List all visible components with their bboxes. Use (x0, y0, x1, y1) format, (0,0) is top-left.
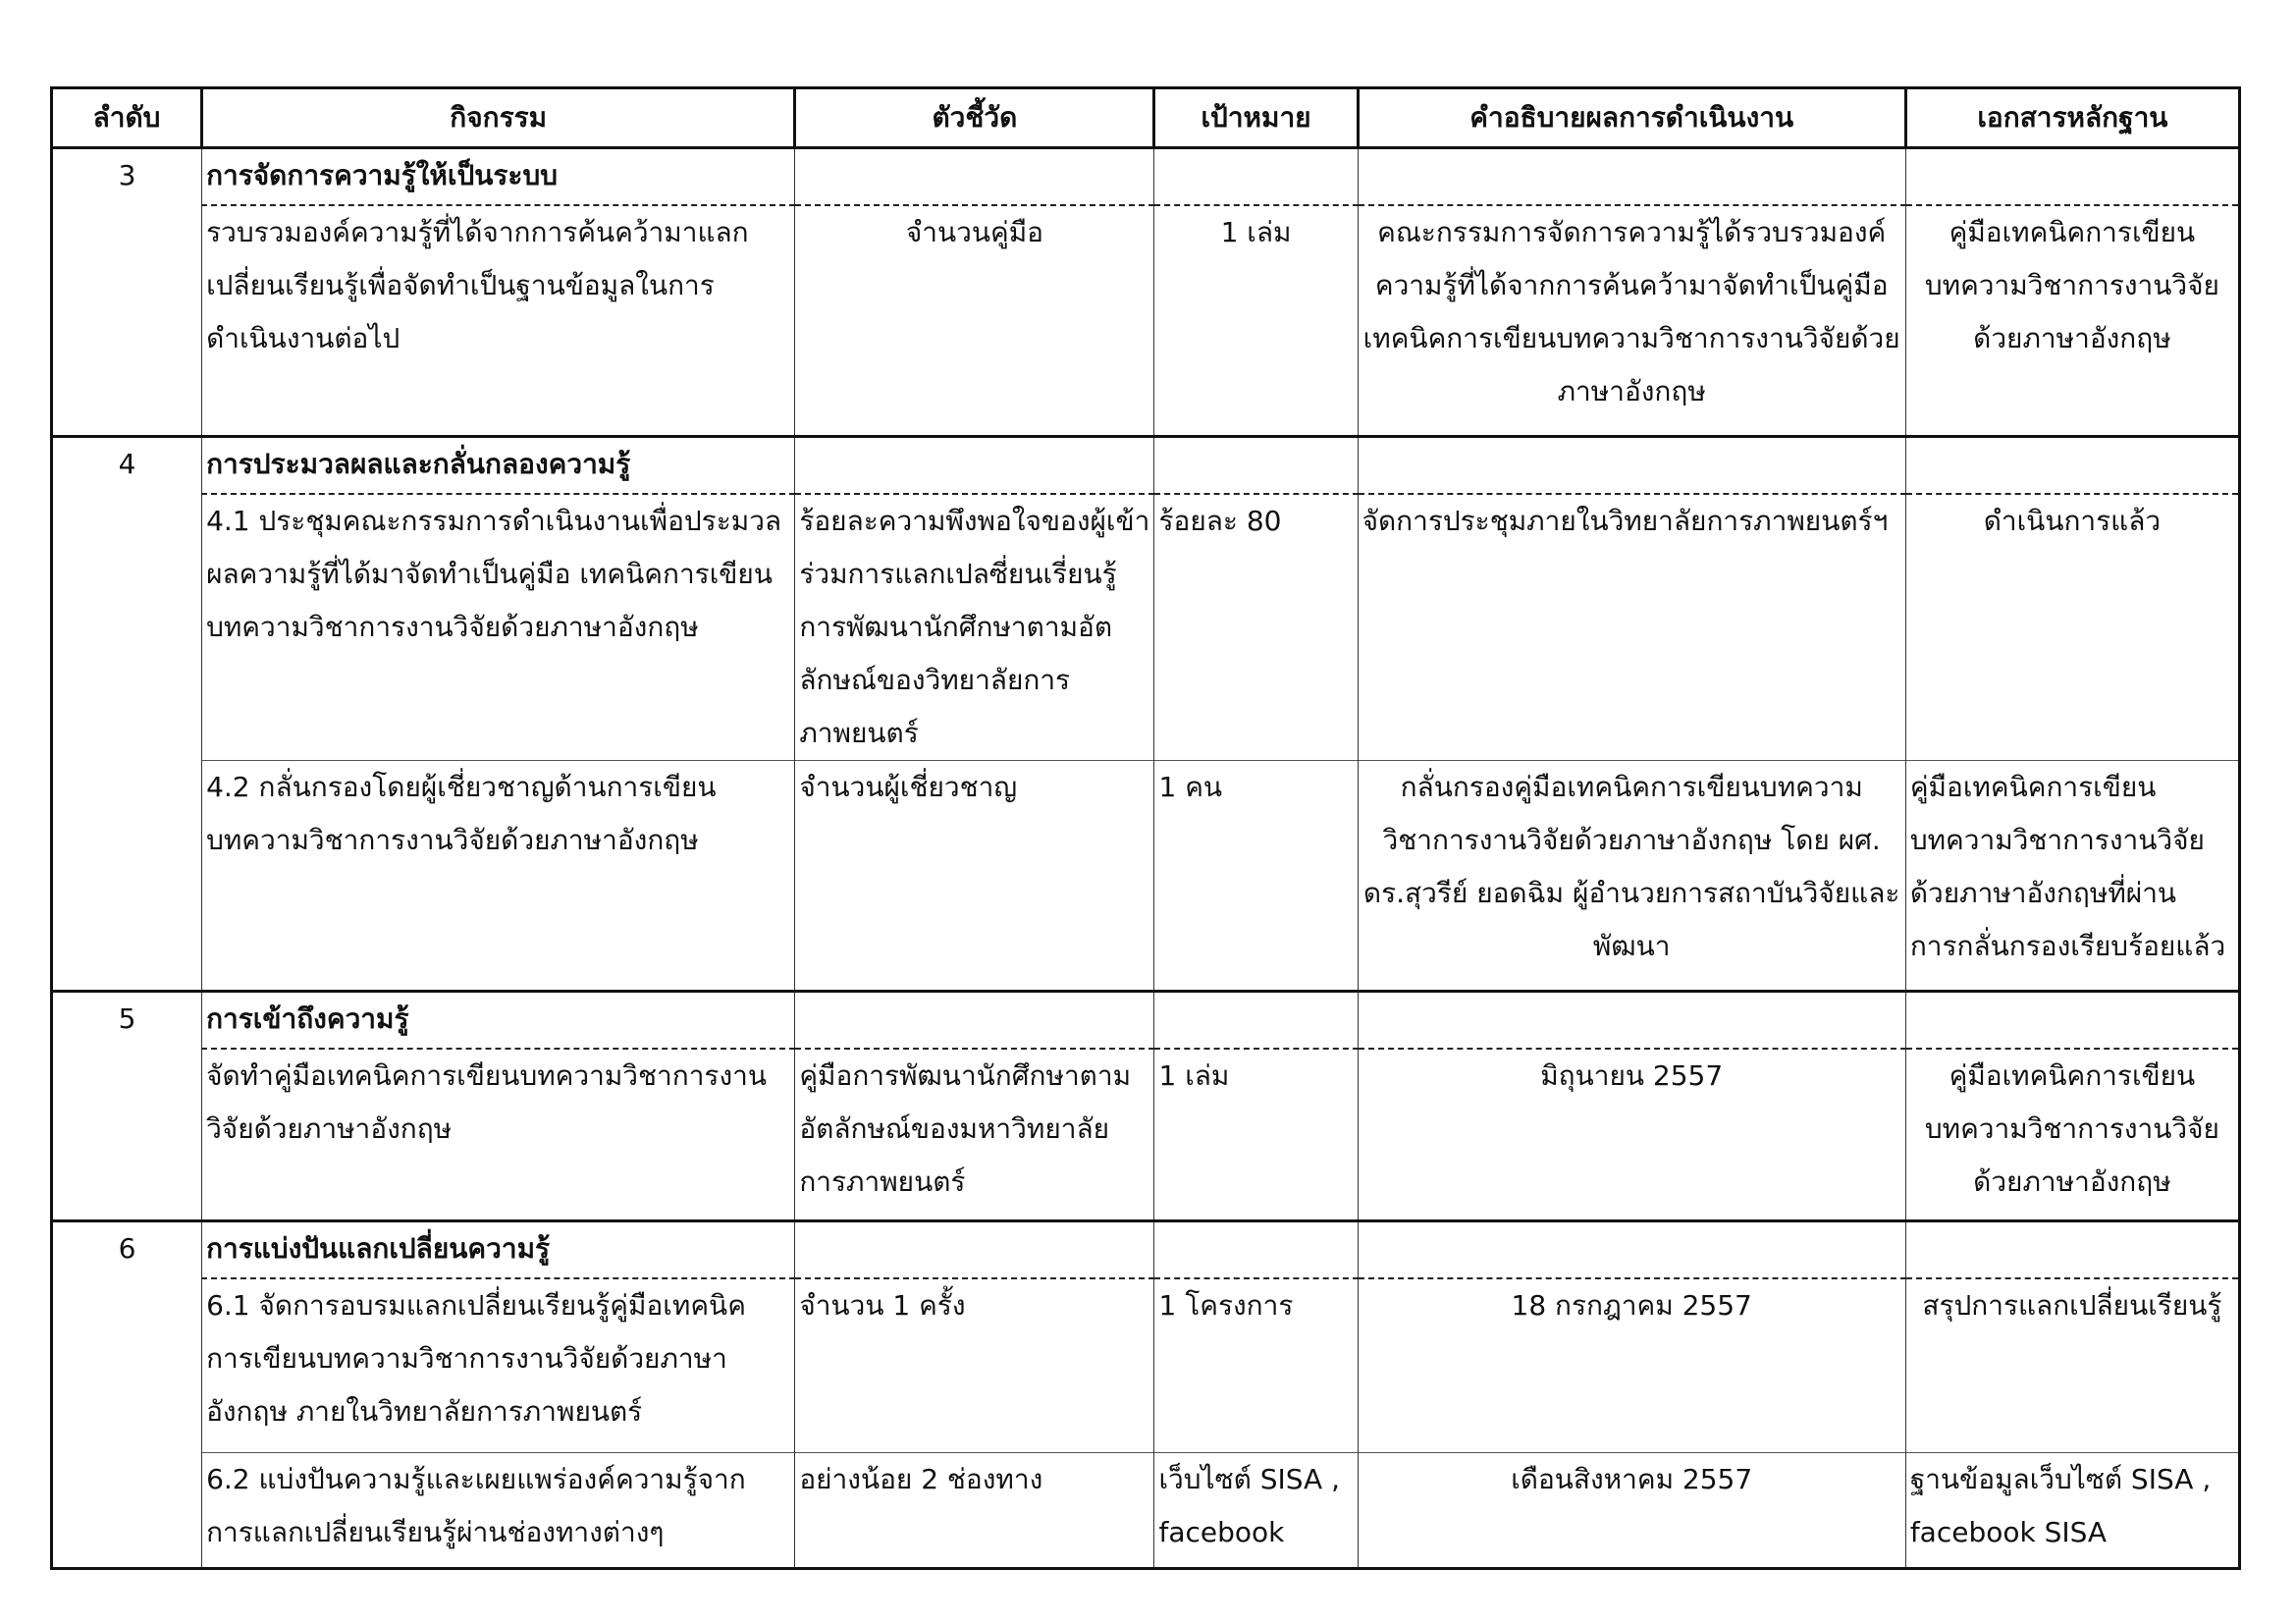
indicator-cell: อย่างน้อย 2 ช่องทาง (795, 1453, 1154, 1569)
section-title: การเข้าถึงความรู้ (202, 992, 795, 1050)
activity-cell: จัดทำคู่มือเทคนิคการเขียนบทความวิชาการงานวิจัยด้วยภาษาอังกฤษ (202, 1049, 795, 1220)
evidence-cell: คู่มือเทคนิคการเขียนบทความวิชาการงานวิจัยด้วยภาษาอังกฤษ (1905, 205, 2239, 436)
table-row (52, 1049, 2240, 1220)
activity-cell: รวบรวมองค์ความรู้ที่ได้จากการค้นคว้ามาแลกเปลี่ยนเรียนรู้เพื่อจัดทำเป็นฐานข้อมูลในการดำเนินงานต่อไป (202, 205, 795, 436)
target-cell: 1 เล่ม (1154, 1049, 1358, 1220)
description-cell: เดือนสิงหาคม 2557 (1358, 1453, 1905, 1569)
activity-cell: 6.2 แบ่งปันความรู้และเผยแพร่องค์ความรู้จากการแลกเปลี่ยนเรียนรู้ผ่านช่องทางต่างๆ (202, 1453, 795, 1569)
table-row (52, 205, 2240, 436)
indicator-cell: จำนวน 1 ครั้ง (795, 1278, 1154, 1453)
section-row (52, 148, 2240, 206)
indicator-cell: คู่มือการพัฒนานักศึกษาตามอัตลักษณ์ของมหาวิทยาลัยการภาพยนตร์ (795, 1049, 1154, 1220)
section-row (52, 436, 2240, 494)
description-cell: กลั่นกรองคู่มือเทคนิคการเขียนบทความวิชาการงานวิจัยด้วยภาษาอังกฤษ โดย ผศ. ดร.สุวรีย์ ยอดฉิม ผู้อำนวยการสถาบันวิจัยและพัฒนา (1358, 761, 1905, 992)
header-description: คำอธิบายผลการดำเนินงาน (1358, 88, 1905, 148)
section-number: 4 (52, 436, 202, 494)
section-number: 3 (52, 148, 202, 206)
activity-cell: 4.2 กลั่นกรองโดยผู้เชี่ยวชาญด้านการเขียนบทความวิชาการงานวิจัยด้วยภาษาอังกฤษ (202, 761, 795, 992)
section-title: การจัดการความรู้ให้เป็นระบบ (202, 148, 795, 206)
target-cell: 1 เล่ม (1154, 205, 1358, 436)
km-activity-table (50, 86, 2241, 1570)
header-activity: กิจกรรม (202, 88, 795, 148)
indicator-cell: จำนวนคู่มือ (795, 205, 1154, 436)
evidence-cell: ฐานข้อมูลเว็บไซต์ SISA , facebook SISA (1905, 1453, 2239, 1569)
evidence-cell: คู่มือเทคนิคการเขียนบทความวิชาการงานวิจัยด้วยภาษาอังกฤษที่ผ่านการกลั่นกรองเรียบร้อยแล้ว (1905, 761, 2239, 992)
header-evidence: เอกสารหลักฐาน (1905, 88, 2239, 148)
description-cell: คณะกรรมการจัดการความรู้ได้รวบรวมองค์ความรู้ที่ได้จากการค้นคว้ามาจัดทำเป็นคู่มือเทคนิคการเขียนบทความวิชาการงานวิจัยด้วยภาษาอังกฤษ (1358, 205, 1905, 436)
target-cell: 1 คน (1154, 761, 1358, 992)
header-target: เป้าหมาย (1154, 88, 1358, 148)
section-title: การแบ่งปันแลกเปลี่ยนความรู้ (202, 1220, 795, 1278)
target-cell: ร้อยละ 80 (1154, 494, 1358, 761)
section-title: การประมวลผลและกลั่นกลองความรู้ (202, 436, 795, 494)
header-row (52, 88, 2240, 148)
table-row (52, 1453, 2240, 1569)
section-number: 6 (52, 1220, 202, 1278)
description-cell: จัดการประชุมภายในวิทยาลัยการภาพยนตร์ฯ (1358, 494, 1905, 761)
header-no: ลำดับ (52, 88, 202, 148)
description-cell: 18 กรกฎาคม 2557 (1358, 1278, 1905, 1453)
activity-cell: 4.1 ประชุมคณะกรรมการดำเนินงานเพื่อประมวลผลความรู้ที่ได้มาจัดทำเป็นคู่มือ เทคนิคการเขียนบทความวิชาการงานวิจัยด้วยภาษาอังกฤษ (202, 494, 795, 761)
table-row (52, 494, 2240, 761)
evidence-cell: ดำเนินการแล้ว (1905, 494, 2239, 761)
section-row (52, 992, 2240, 1050)
section-number: 5 (52, 992, 202, 1050)
evidence-cell: สรุปการแลกเปลี่ยนเรียนรู้ (1905, 1278, 2239, 1453)
table-row (52, 761, 2240, 992)
description-cell: มิถุนายน 2557 (1358, 1049, 1905, 1220)
activity-cell: 6.1 จัดการอบรมแลกเปลี่ยนเรียนรู้คู่มือเทคนิคการเขียนบทความวิชาการงานวิจัยด้วยภาษาอังกฤษ ภายในวิทยาลัยการภาพยนตร์ (202, 1278, 795, 1453)
target-cell: 1 โครงการ (1154, 1278, 1358, 1453)
evidence-cell: คู่มือเทคนิคการเขียนบทความวิชาการงานวิจัยด้วยภาษาอังกฤษ (1905, 1049, 2239, 1220)
indicator-cell: จำนวนผู้เชี่ยวชาญ (795, 761, 1154, 992)
header-indicator: ตัวชี้วัด (795, 88, 1154, 148)
target-cell: เว็บไซต์ SISA , facebook (1154, 1453, 1358, 1569)
section-row (52, 1220, 2240, 1278)
indicator-cell: ร้อยละความพึงพอใจของผู้เข้าร่วมการแลกเปลซี่ยนเรี่ยนรู้การพัฒนานักศึกษาตามอัตลักษณ์ของวิทยาลัยการภาพยนตร์ (795, 494, 1154, 761)
table-row (52, 1278, 2240, 1453)
